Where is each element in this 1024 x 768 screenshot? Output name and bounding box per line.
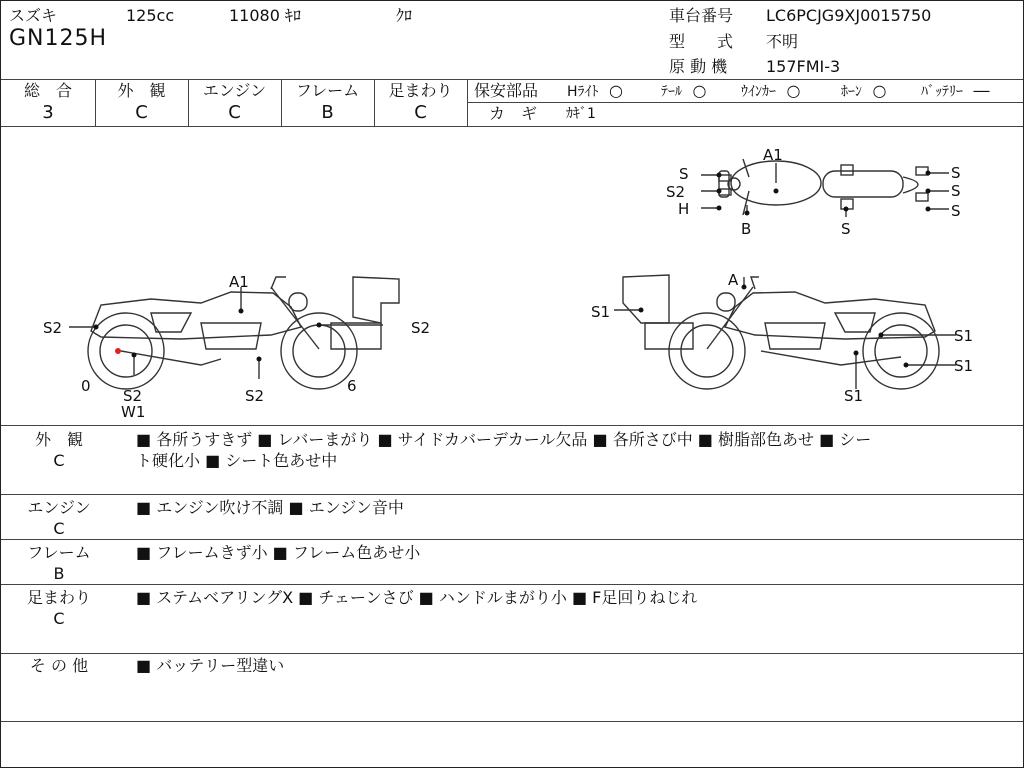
color: ｸﾛ — [396, 6, 413, 25]
grade-suspension-label: 足まわり — [388, 81, 453, 100]
label-left-w1: W1 — [121, 403, 146, 421]
section-appearance-grade: C — [53, 451, 65, 470]
divider — [1, 721, 1023, 722]
section-suspension-line1: ■ ステムベアリングX ■ チェーンさび ■ ハンドルまがり小 ■ F足回りねじれ — [136, 588, 698, 607]
displacement: 125cc — [126, 6, 175, 25]
safety-label: 保安部品 — [474, 81, 539, 100]
safety-headlight-mark: ○ — [608, 81, 623, 100]
section-frame-label: フレーム — [27, 543, 91, 562]
key-value: ｶｷﾞ1 — [566, 106, 596, 122]
type-value: 不明 — [766, 32, 799, 51]
label-top-b: B — [741, 220, 752, 238]
section-appearance-line2: ト硬化小 ■ シート色あせ中 — [136, 451, 338, 470]
section-engine-label: エンジン — [27, 498, 91, 517]
section-other-line1: ■ バッテリー型違い — [136, 656, 285, 675]
label-left-a1: A1 — [229, 273, 249, 291]
label-top-a1: A1 — [763, 146, 783, 164]
safety-taillight-label: ﾃｰﾙ — [661, 84, 682, 100]
label-left-s2-mid: S2 — [245, 387, 265, 405]
safety-horn-mark: ○ — [872, 81, 887, 100]
divider — [467, 102, 1023, 103]
frame-no: LC6PCJG9XJ0015750 — [766, 6, 932, 25]
section-engine-line1: ■ エンジン吹け不調 ■ エンジン音中 — [136, 498, 404, 517]
section-appearance-line1: ■ 各所うすきず ■ レバーまがり ■ サイドカバーデカール欠品 ■ 各所さび中 ■ 樹脂部色あせ ■ シー — [136, 430, 872, 449]
safety-taillight-mark: ○ — [692, 81, 707, 100]
label-left-s2-rear: S2 — [43, 319, 63, 337]
safety-headlight — [567, 81, 623, 102]
section-suspension-label: 足まわり — [26, 588, 91, 607]
safety-battery-label: ﾊﾞｯﾃﾘｰ — [921, 84, 963, 100]
section-suspension-grade: C — [53, 609, 65, 628]
label-top-s-rear2: S — [951, 182, 961, 200]
label-right-a: A — [728, 271, 739, 289]
section-engine-grade: C — [53, 519, 65, 538]
divider — [1, 79, 1023, 80]
divider — [1, 425, 1023, 426]
label-right-s1-bottom: S1 — [844, 387, 864, 405]
label-top-h: H — [678, 200, 690, 218]
mileage: 11080 ｷﾛ — [229, 6, 301, 25]
grade-appearance-value: C — [135, 102, 148, 123]
bike-top-view — [701, 159, 949, 217]
label-right-s1-left: S1 — [591, 303, 611, 321]
divider — [1, 584, 1023, 585]
section-appearance-label: 外 観 — [34, 430, 83, 449]
section-frame-grade: B — [53, 564, 65, 583]
bike-left-view — [69, 277, 399, 389]
label-left-s2-front: S2 — [411, 319, 431, 337]
section-frame-line1: ■ フレームきず小 ■ フレーム色あせ小 — [136, 543, 421, 562]
frame-no-label: 車台番号 — [669, 6, 734, 25]
grade-appearance-label: 外 観 — [117, 81, 166, 100]
grade-frame-label: フレーム — [295, 81, 360, 100]
label-right-s1-top: S1 — [954, 327, 974, 345]
key-label: カ ギ — [489, 104, 538, 123]
bike-right-view — [614, 275, 956, 389]
grade-engine-value: C — [228, 102, 241, 123]
section-other-label: そ の 他 — [29, 656, 89, 675]
label-right-s1-wheel: S1 — [954, 357, 974, 375]
grade-suspension-value: C — [414, 102, 427, 123]
maker: スズキ — [9, 6, 58, 25]
safety-headlight-label: Hﾗｲﾄ — [567, 84, 599, 100]
label-top-s-mid: S — [841, 220, 851, 238]
label-top-s-front: S — [679, 165, 689, 183]
safety-battery-mark: ― — [973, 81, 990, 100]
label-left-0: 0 — [81, 377, 91, 395]
grade-frame-value: B — [321, 102, 334, 123]
engine-value: 157FMI-3 — [766, 57, 841, 76]
grade-engine-label: エンジン — [202, 81, 267, 100]
safety-winker-mark: ○ — [786, 81, 801, 100]
label-left-s2-bottom: S2 — [123, 387, 143, 405]
divider — [1, 494, 1023, 495]
safety-horn — [841, 81, 886, 102]
wound-marker — [115, 348, 121, 354]
model-name: GN125H — [9, 26, 108, 51]
divider — [1, 539, 1023, 540]
safety-winker — [741, 81, 800, 102]
label-top-s-rear1: S — [951, 164, 961, 182]
label-top-s2: S2 — [666, 183, 686, 201]
label-top-s-rear3: S — [951, 202, 961, 220]
grade-overall-label: 総 合 — [23, 81, 72, 100]
safety-horn-label: ﾎｰﾝ — [841, 84, 862, 100]
damage-diagram — [1, 127, 1023, 425]
grade-overall-value: 3 — [42, 102, 54, 123]
safety-battery — [921, 81, 989, 102]
divider — [1, 653, 1023, 654]
safety-taillight — [661, 81, 706, 102]
label-left-6: 6 — [347, 377, 357, 395]
engine-label: 原 動 機 — [669, 57, 728, 76]
type-label: 型 式 — [669, 32, 734, 51]
safety-winker-label: ｳｲﾝｶｰ — [741, 84, 776, 100]
